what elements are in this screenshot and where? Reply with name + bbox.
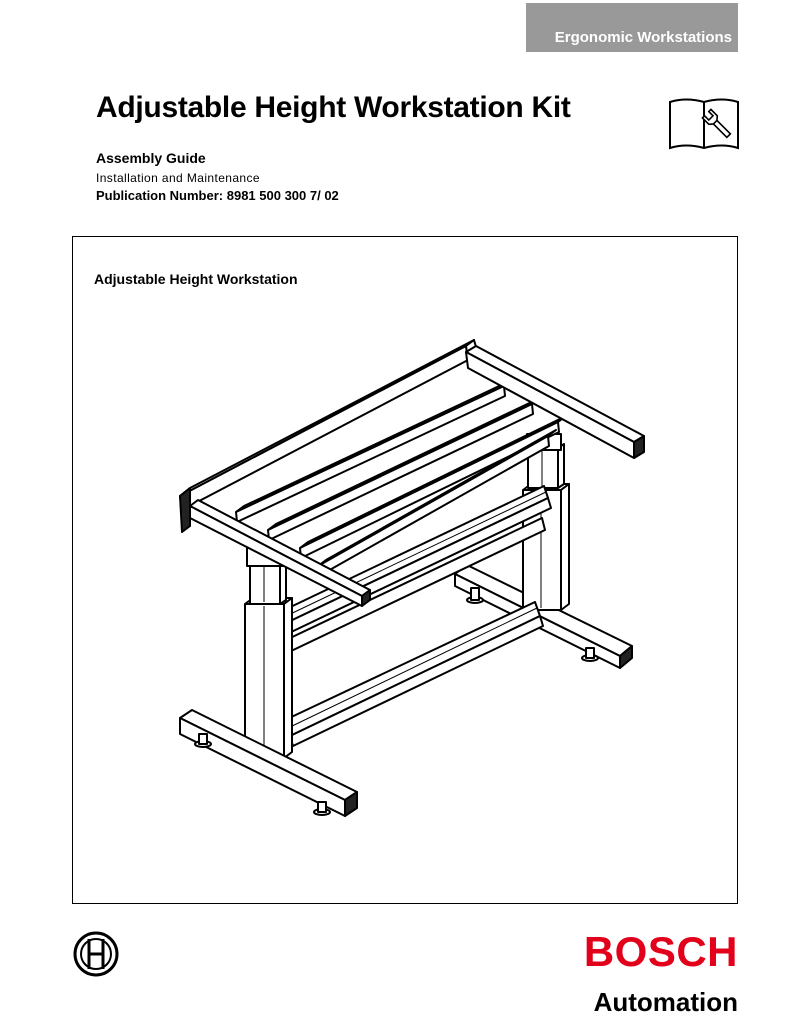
- division-name: Automation: [593, 987, 738, 1017]
- figure-caption: Adjustable Height Workstation: [94, 271, 298, 287]
- document-subtitle: Installation and Maintenance: [96, 171, 260, 185]
- category-label: Ergonomic Workstations: [554, 29, 732, 46]
- publication-number: Publication Number: 8981 500 300 7/ 02: [96, 188, 339, 203]
- manual-wrench-icon: [668, 96, 740, 150]
- bosch-armature-logo: [72, 930, 120, 978]
- workstation-illustration: [73, 237, 737, 903]
- brand-wordmark: BOSCH: [583, 928, 738, 975]
- page-title: Adjustable Height Workstation Kit: [96, 91, 571, 124]
- document-type: Assembly Guide: [96, 150, 206, 166]
- category-tag: [526, 3, 738, 52]
